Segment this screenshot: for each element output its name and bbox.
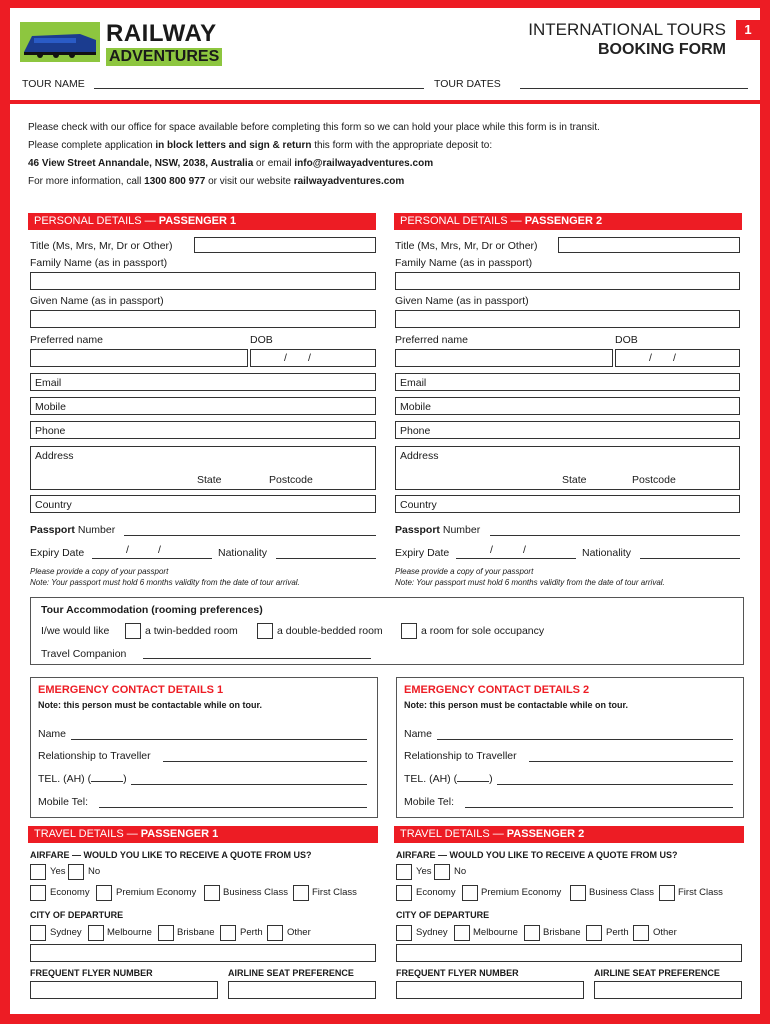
twin-room-checkbox[interactable] [125, 623, 141, 639]
p1-email-input[interactable] [30, 373, 376, 391]
p1-phone-label: Phone [35, 425, 66, 437]
companion-field[interactable] [143, 658, 371, 659]
em2-tel-label: TEL. (AH) ( ) [404, 773, 493, 785]
p2-title-input[interactable] [558, 237, 740, 253]
twin-room-label: a twin-bedded room [145, 625, 238, 637]
p1-sydney-label: Sydney [50, 927, 82, 938]
tour-name-field[interactable] [94, 88, 424, 89]
p2-first-label: First Class [678, 887, 723, 898]
em2-mobile-label: Mobile Tel: [404, 796, 454, 808]
train-logo-icon [20, 22, 100, 62]
p2-email-input[interactable] [395, 373, 740, 391]
double-room-label: a double-bedded room [277, 625, 383, 637]
intro-line-2: Please complete application in block letters and sign & return this form with the appropriate deposit to: [28, 140, 493, 151]
p2-postcode-label: Postcode [632, 474, 676, 486]
em1-mobile-label: Mobile Tel: [38, 796, 88, 808]
p2-seat-input[interactable] [594, 981, 742, 999]
p2-expiry-slash-2: / [523, 544, 526, 556]
accommodation-panel [30, 597, 744, 665]
p1-state-label: State [197, 474, 222, 486]
em2-name-field[interactable] [437, 739, 733, 740]
p2-perth-label: Perth [606, 927, 629, 938]
p1-economy-checkbox[interactable] [30, 885, 46, 901]
p1-family-label: Family Name (as in passport) [30, 257, 168, 269]
personal-p2-header: PERSONAL DETAILS — PASSENGER 2 [394, 213, 742, 230]
p1-mobile-input[interactable] [30, 397, 376, 415]
p1-melbourne-label: Melbourne [107, 927, 152, 938]
p2-brisbane-label: Brisbane [543, 927, 581, 938]
page-number-badge: 1 [736, 20, 760, 40]
p2-economy-label: Economy [416, 887, 456, 898]
railway-logo [20, 20, 230, 66]
p2-economy-checkbox[interactable] [396, 885, 412, 901]
p2-airfare-question: AIRFARE — WOULD YOU LIKE TO RECEIVE A QUOTE FROM US? [396, 850, 678, 860]
p1-ffn-input[interactable] [30, 981, 218, 999]
p2-seat-label: AIRLINE SEAT PREFERENCE [594, 968, 720, 978]
intro-line-1: Please check with our office for space available before completing this form so we can hold your place while this form is in transit. [28, 122, 600, 133]
travel-p2-header: TRAVEL DETAILS — PASSENGER 2 [394, 826, 744, 843]
personal-p1-header: PERSONAL DETAILS — PASSENGER 1 [28, 213, 376, 230]
emergency-1-panel [30, 677, 378, 818]
em2-tel-field[interactable] [497, 784, 733, 785]
em1-name-field[interactable] [71, 739, 367, 740]
p2-city-heading: CITY OF DEPARTURE [396, 910, 490, 920]
p1-seat-label: AIRLINE SEAT PREFERENCE [228, 968, 354, 978]
p1-given-label: Given Name (as in passport) [30, 295, 164, 307]
header-subtitle: BOOKING FORM [598, 41, 726, 58]
p1-brisbane-checkbox[interactable] [158, 925, 174, 941]
p1-expiry-slash-2: / [158, 544, 161, 556]
p1-family-input[interactable] [30, 272, 376, 290]
p2-country-label: Country [400, 499, 437, 511]
tour-dates-label: TOUR DATES [434, 78, 501, 90]
p1-title-input[interactable] [194, 237, 376, 253]
p1-economy-label: Economy [50, 887, 90, 898]
p1-title-label: Title (Ms, Mrs, Mr, Dr or Other) [30, 240, 173, 252]
p2-passport-field[interactable] [490, 535, 740, 536]
header-title: INTERNATIONAL TOURS [528, 20, 726, 39]
p2-dob-slash-2: / [673, 352, 676, 364]
p1-address-label: Address [35, 450, 74, 462]
p2-ffn-label: FREQUENT FLYER NUMBER [396, 968, 519, 978]
tour-name-label: TOUR NAME [22, 78, 85, 90]
p1-dob-label: DOB [250, 334, 273, 346]
p2-dob-input[interactable] [615, 349, 740, 367]
p1-preferred-input[interactable] [30, 349, 248, 367]
p2-yes-checkbox[interactable] [396, 864, 412, 880]
p2-state-label: State [562, 474, 587, 486]
intro-line-3: 46 View Street Annandale, NSW, 2038, Australia or email info@railwayadventures.com [28, 158, 434, 169]
travel-p1-header: TRAVEL DETAILS — PASSENGER 1 [28, 826, 378, 843]
p2-premium-label: Premium Economy [481, 887, 562, 898]
emergency-2-panel [396, 677, 744, 818]
p2-melbourne-checkbox[interactable] [454, 925, 470, 941]
p2-yes-label: Yes [416, 866, 432, 877]
p2-other-label: Other [653, 927, 677, 938]
booking-form-page [10, 8, 760, 1014]
p2-brisbane-checkbox[interactable] [524, 925, 540, 941]
p1-dob-input[interactable] [250, 349, 376, 367]
p2-business-label: Business Class [589, 887, 654, 898]
p2-given-input[interactable] [395, 310, 740, 328]
p2-phone-label: Phone [400, 425, 431, 437]
p1-city-input[interactable] [30, 944, 376, 962]
p1-perth-checkbox[interactable] [220, 925, 236, 941]
em2-mobile-field[interactable] [465, 807, 733, 808]
p1-passport-field[interactable] [124, 535, 376, 536]
p2-dob-label: DOB [615, 334, 638, 346]
p1-mobile-label: Mobile [35, 401, 66, 413]
p1-perth-label: Perth [240, 927, 263, 938]
p2-country-input[interactable] [395, 495, 740, 513]
emergency-1-note: Note: this person must be contactable while on tour. [38, 700, 263, 710]
em2-name-label: Name [404, 728, 433, 740]
p1-seat-input[interactable] [228, 981, 376, 999]
p2-phone-input[interactable] [395, 421, 740, 439]
p2-preferred-input[interactable] [395, 349, 613, 367]
p1-no-checkbox[interactable] [68, 864, 84, 880]
p2-dob-slash-1: / [649, 352, 652, 364]
accommodation-lead: I/we would like [41, 625, 110, 637]
header-divider [10, 100, 760, 104]
p1-address-input[interactable] [30, 446, 376, 490]
p1-nationality-label: Nationality [218, 547, 268, 559]
em2-relationship-label: Relationship to Traveller [404, 750, 517, 762]
companion-label: Travel Companion [41, 648, 127, 660]
em1-relationship-label: Relationship to Traveller [38, 750, 151, 762]
p2-city-input[interactable] [396, 944, 742, 962]
p2-perth-checkbox[interactable] [586, 925, 602, 941]
p1-dob-slash-1: / [284, 352, 287, 364]
p1-other-label: Other [287, 927, 311, 938]
emergency-2-note: Note: this person must be contactable while on tour. [404, 700, 629, 710]
p2-passport-label: Passport Number [395, 524, 481, 536]
p2-family-input[interactable] [395, 272, 740, 290]
sole-room-checkbox[interactable] [401, 623, 417, 639]
emergency-2-heading: EMERGENCY CONTACT DETAILS 2 [404, 684, 590, 696]
p1-no-label: No [88, 866, 101, 877]
p2-passport-note-1: Please provide a copy of your passport [395, 567, 534, 576]
p2-sydney-checkbox[interactable] [396, 925, 412, 941]
p1-ffn-label: FREQUENT FLYER NUMBER [30, 968, 153, 978]
p1-other-checkbox[interactable] [267, 925, 283, 941]
p2-business-checkbox[interactable] [570, 885, 586, 901]
p1-dob-slash-2: / [308, 352, 311, 364]
p2-expiry-label: Expiry Date [395, 547, 450, 559]
p2-address-label: Address [400, 450, 439, 462]
p2-nationality-field[interactable] [640, 558, 740, 559]
p1-premium-label: Premium Economy [116, 887, 197, 898]
p2-title-label: Title (Ms, Mrs, Mr, Dr or Other) [395, 240, 538, 252]
em1-tel-field[interactable] [131, 784, 367, 785]
p2-expiry-slash-1: / [490, 544, 493, 556]
p2-mobile-input[interactable] [395, 397, 740, 415]
em1-tel-label: TEL. (AH) ( ) [38, 773, 127, 785]
p2-nationality-label: Nationality [582, 547, 632, 559]
p1-yes-label: Yes [50, 866, 66, 877]
p1-brisbane-label: Brisbane [177, 927, 215, 938]
sole-room-label: a room for sole occupancy [421, 625, 545, 637]
p1-city-heading: CITY OF DEPARTURE [30, 910, 124, 920]
p1-phone-input[interactable] [30, 421, 376, 439]
p2-given-label: Given Name (as in passport) [395, 295, 529, 307]
p2-email-label: Email [400, 377, 427, 389]
p1-passport-note-1: Please provide a copy of your passport [30, 567, 169, 576]
p1-business-checkbox[interactable] [204, 885, 220, 901]
p2-melbourne-label: Melbourne [473, 927, 518, 938]
em1-relationship-field[interactable] [163, 761, 367, 762]
logo-line1: RAILWAY [106, 20, 217, 47]
p1-country-label: Country [35, 499, 72, 511]
double-room-checkbox[interactable] [257, 623, 273, 639]
p2-no-label: No [454, 866, 467, 877]
p2-address-input[interactable] [395, 446, 740, 490]
p2-ffn-input[interactable] [396, 981, 584, 999]
p1-first-label: First Class [312, 887, 357, 898]
p1-passport-note-2: Note: Your passport must hold 6 months validity from the date of tour arrival. [30, 578, 300, 587]
p1-given-input[interactable] [30, 310, 376, 328]
p1-melbourne-checkbox[interactable] [88, 925, 104, 941]
p1-country-input[interactable] [30, 495, 376, 513]
p1-airfare-question: AIRFARE — WOULD YOU LIKE TO RECEIVE A QUOTE FROM US? [30, 850, 312, 860]
p2-premium-checkbox[interactable] [462, 885, 478, 901]
p2-no-checkbox[interactable] [434, 864, 450, 880]
p1-first-checkbox[interactable] [293, 885, 309, 901]
p1-email-label: Email [35, 377, 62, 389]
p2-sydney-label: Sydney [416, 927, 448, 938]
p1-passport-label: Passport Number [30, 524, 116, 536]
p1-expiry-label: Expiry Date [30, 547, 85, 559]
p2-expiry-field[interactable] [456, 558, 576, 559]
tour-dates-field[interactable] [520, 88, 748, 89]
intro-line-4: For more information, call 1300 800 977 or visit our website railwayadventures.com [28, 176, 405, 187]
logo-line2: ADVENTURES [106, 48, 222, 66]
p1-expiry-slash-1: / [126, 544, 129, 556]
p1-yes-checkbox[interactable] [30, 864, 46, 880]
p1-postcode-label: Postcode [269, 474, 313, 486]
p2-other-checkbox[interactable] [633, 925, 649, 941]
p1-sydney-checkbox[interactable] [30, 925, 46, 941]
p1-business-label: Business Class [223, 887, 288, 898]
p2-family-label: Family Name (as in passport) [395, 257, 533, 269]
em2-relationship-field[interactable] [529, 761, 733, 762]
p2-passport-note-2: Note: Your passport must hold 6 months validity from the date of tour arrival. [395, 578, 665, 587]
p2-preferred-label: Preferred name [395, 334, 468, 346]
emergency-1-heading: EMERGENCY CONTACT DETAILS 1 [38, 684, 224, 696]
em1-mobile-field[interactable] [99, 807, 367, 808]
p1-expiry-field[interactable] [92, 558, 212, 559]
p2-mobile-label: Mobile [400, 401, 431, 413]
p1-premium-checkbox[interactable] [96, 885, 112, 901]
accommodation-heading: Tour Accommodation (rooming preferences) [41, 604, 263, 616]
p2-first-checkbox[interactable] [659, 885, 675, 901]
em1-name-label: Name [38, 728, 67, 740]
p1-nationality-field[interactable] [276, 558, 376, 559]
p1-preferred-label: Preferred name [30, 334, 103, 346]
